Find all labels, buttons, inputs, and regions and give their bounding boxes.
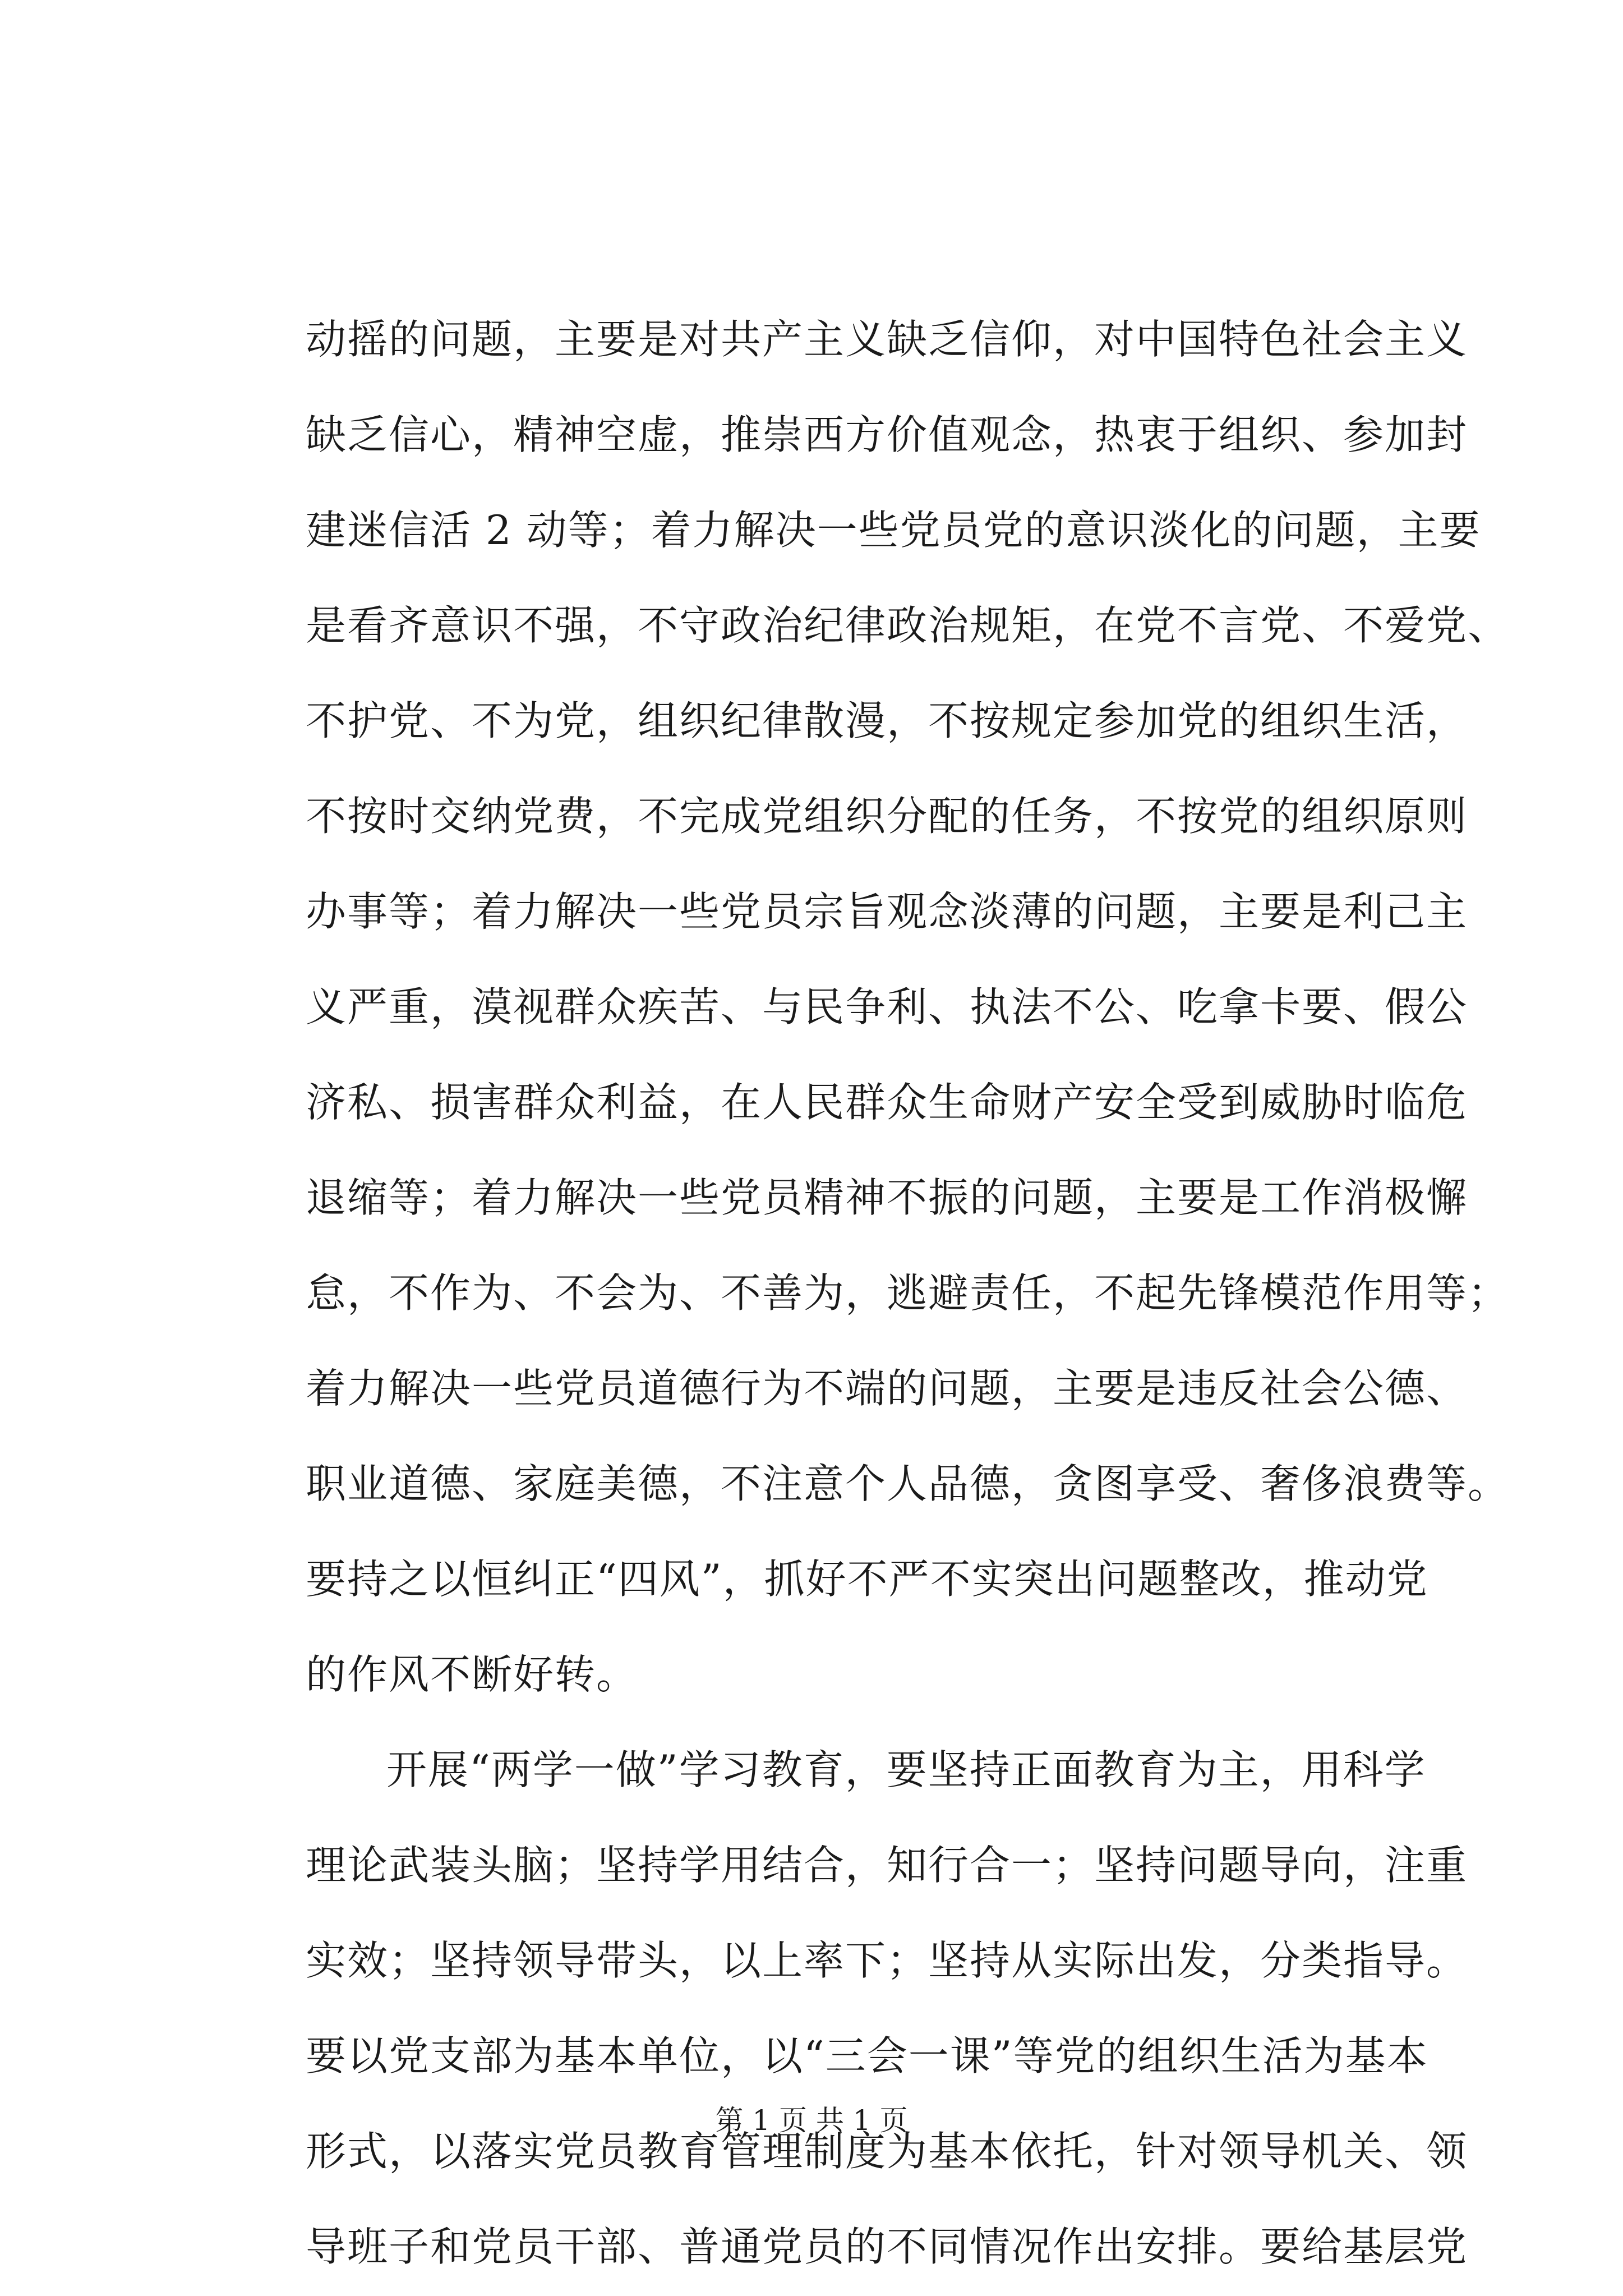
text-line: 缺乏信心，精神空虚，推崇西方价值观念，热衷于组织、参加封 [306, 411, 1468, 458]
text-line: 职业道德、家庭美德，不注意个人品德，贪图享受、奢侈浪费等。 [306, 1460, 1510, 1507]
text-line: 不按时交纳党费，不完成党组织分配的任务，不按党的组织原则 [306, 793, 1468, 840]
text-line: 是看齐意识不强，不守政治纪律政治规矩，在党不言党、不爱党、 [306, 602, 1510, 649]
text-line: 不护党、不为党，组织纪律散漫，不按规定参加党的组织生活， [306, 697, 1468, 744]
text-line: 着力解决一些党员道德行为不端的问题，主要是违反社会公德、 [306, 1365, 1468, 1412]
text-line: 退缩等；着力解决一些党员精神不振的问题，主要是工作消极懈 [306, 1174, 1468, 1221]
text-line: 理论武装头脑；坚持学用结合，知行合一；坚持问题导向，注重 [306, 1842, 1468, 1889]
text-line: 怠，不作为、不会为、不善为，逃避责任，不起先锋模范作用等； [306, 1269, 1510, 1317]
text-line: 的作风不断好转。 [306, 1651, 638, 1698]
text-line: 建迷信活 2 动等；着力解决一些党员党的意识淡化的问题，主要 [306, 507, 1481, 554]
text-line: 义严重，漠视群众疾苦、与民争利、执法不公、吃拿卡要、假公 [306, 983, 1468, 1030]
page-number: 第 1 页 共 1 页 [715, 2104, 908, 2137]
text-line: 办事等；着力解决一些党员宗旨观念淡薄的问题，主要是利己主 [306, 888, 1468, 935]
text-line: 形式，以落实党员教育管理制度为基本依托，针对领导机关、领 [306, 2128, 1468, 2175]
text-line: 实效；坚持领导带头，以上率下；坚持从实际出发，分类指导。 [306, 1937, 1468, 1984]
text-line: 要以党支部为基本单位，以“三会一课”等党的组织生活为基本 [306, 2032, 1428, 2079]
body-text [306, 292, 1510, 2294]
text-line: 动摇的问题，主要是对共产主义缺乏信仰，对中国特色社会主义 [306, 316, 1468, 363]
paragraph-first-line: 开展“两学一做”学习教育，要坚持正面教育为主，用科学 [386, 1746, 1426, 1793]
text-line: 要持之以恒纠正“四风”，抓好不严不实突出问题整改，推动党 [306, 1556, 1428, 1603]
text-line: 导班子和党员干部、普通党员的不同情况作出安排。要给基层党 [306, 2223, 1468, 2270]
page-footer [0, 2104, 1623, 2137]
text-line: 济私、损害群众利益，在人民群众生命财产安全受到威胁时临危 [306, 1079, 1468, 1126]
